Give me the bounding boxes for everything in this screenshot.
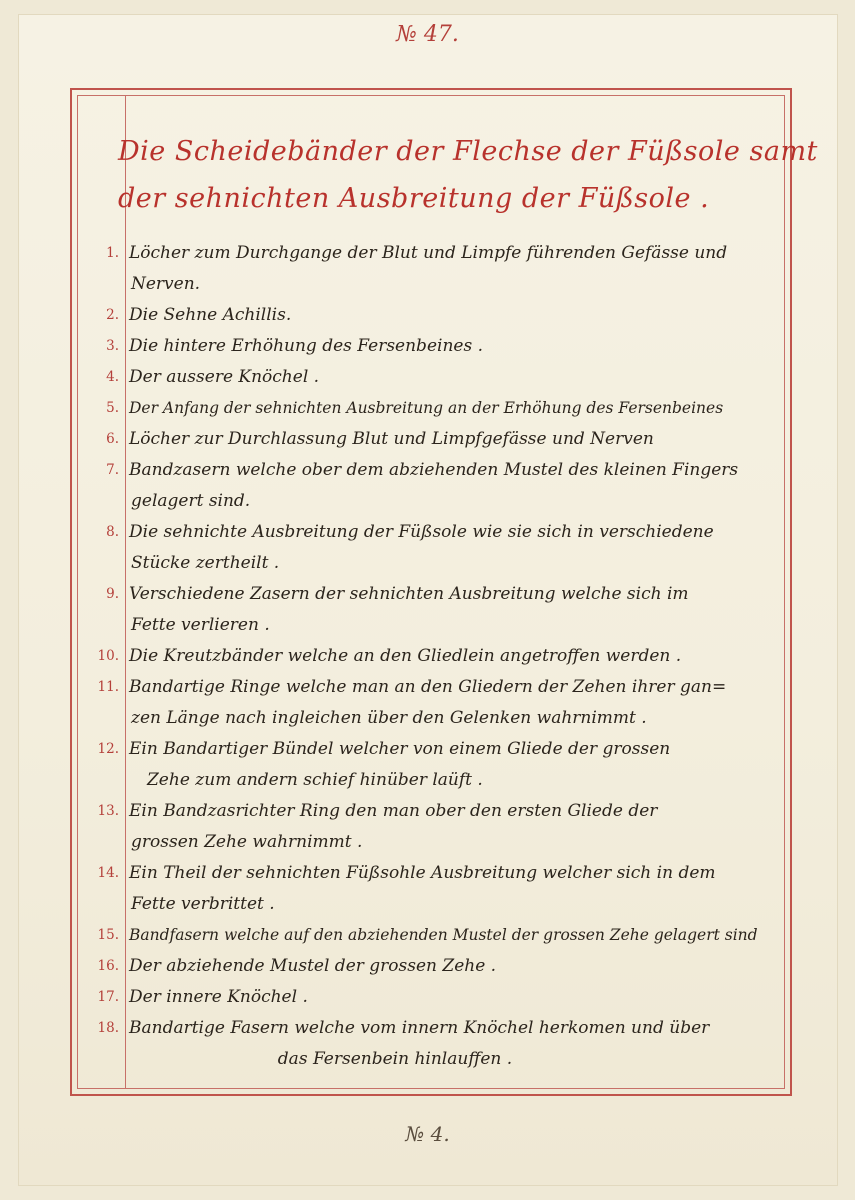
legend-entry	[77, 517, 785, 579]
legend-entry	[77, 951, 785, 982]
entry-text	[125, 672, 785, 734]
entry-number: 9.	[106, 586, 119, 602]
entry-number: 17.	[97, 989, 119, 1005]
page-title	[118, 128, 818, 222]
legend-entry	[77, 579, 785, 641]
page-number-top: № 47.	[396, 22, 459, 47]
entry-number: 10.	[97, 648, 119, 664]
entry-text	[125, 455, 785, 517]
legend-entry	[77, 238, 785, 300]
entry-number: 16.	[97, 958, 119, 974]
entry-line: Der abziehende Mustel der grossen Zehe .	[129, 956, 497, 976]
legend-entry	[77, 331, 785, 362]
entry-line: Löcher zum Durchgange der Blut und Limpfe führenden Gefässe und	[129, 243, 728, 263]
entry-line: Ein Theil der sehnichten Füßsohle Ausbreitung welcher sich in dem	[129, 863, 716, 883]
entry-line: Verschiedene Zasern der sehnichten Ausbreitung welche sich im	[129, 584, 689, 604]
entry-text	[125, 1013, 785, 1075]
legend-entry	[77, 455, 785, 517]
legend-entry	[77, 300, 785, 331]
entry-text	[125, 734, 785, 796]
entry-number: 14.	[97, 865, 119, 881]
entry-number: 3.	[106, 338, 119, 354]
entry-line: grossen Zehe wahrnimmt .	[131, 832, 363, 852]
entry-text	[125, 331, 785, 362]
page-number-bottom: № 4.	[405, 1122, 450, 1146]
entry-text	[125, 951, 785, 982]
entry-number: 1.	[106, 245, 119, 261]
title-line-2: der sehnichten Ausbreitung der Füßsole .	[118, 183, 710, 214]
legend-list	[77, 238, 785, 1075]
entry-line: Der Anfang der sehnichten Ausbreitung an der Erhöhung des Fersenbeines	[129, 399, 724, 417]
legend-entry	[77, 424, 785, 455]
entry-line: Der innere Knöchel .	[129, 987, 308, 1007]
entry-text	[125, 362, 785, 393]
entry-text	[125, 796, 785, 858]
entry-line: Der aussere Knöchel .	[129, 367, 320, 387]
entry-line: Ein Bandartiger Bündel welcher von einem Gliede der grossen	[129, 739, 671, 759]
entry-line: Nerven.	[131, 274, 201, 294]
entry-line: Stücke zertheilt .	[131, 553, 280, 573]
entry-text	[125, 300, 785, 331]
entry-number: 13.	[97, 803, 119, 819]
legend-entry	[77, 641, 785, 672]
entry-line: zen Länge nach ingleichen über den Gelenken wahrnimmt .	[131, 708, 647, 728]
entry-line: Die Kreutzbänder welche an den Gliedlein angetroffen werden .	[129, 646, 682, 666]
entry-text	[125, 920, 785, 951]
entry-number: 11.	[97, 679, 119, 695]
legend-entry	[77, 734, 785, 796]
entry-line: Bandfasern welche auf den abziehenden Mustel der grossen Zehe gelagert sind	[129, 926, 758, 944]
legend-entry	[77, 858, 785, 920]
entry-text	[125, 424, 785, 455]
legend-entry	[77, 393, 785, 424]
entry-number: 12.	[97, 741, 119, 757]
title-line-1: Die Scheidebänder der Flechse der Füßsole samt	[118, 136, 818, 167]
entry-number: 15.	[97, 927, 119, 943]
entry-line: Bandartige Fasern welche vom innern Knöchel herkomen und über	[129, 1018, 710, 1038]
entry-number: 4.	[106, 369, 119, 385]
entry-number: 8.	[106, 524, 119, 540]
entry-line: Löcher zur Durchlassung Blut und Limpfgefässe und Nerven	[129, 429, 654, 449]
entry-number: 7.	[106, 462, 119, 478]
entry-number: 5.	[106, 400, 119, 416]
entry-line: das Fersenbein hinlauffen .	[277, 1049, 513, 1069]
entry-line: Ein Bandzasrichter Ring den man ober den ersten Gliede der	[129, 801, 658, 821]
legend-entry	[77, 796, 785, 858]
legend-entry	[77, 362, 785, 393]
entry-line: Bandzasern welche ober dem abziehenden Mustel des kleinen Fingers	[129, 460, 739, 480]
entry-text	[125, 393, 785, 424]
entry-line: Die Sehne Achillis.	[129, 305, 292, 325]
legend-entry	[77, 982, 785, 1013]
entry-text	[125, 517, 785, 579]
legend-entry	[77, 672, 785, 734]
entry-line: gelagert sind.	[131, 491, 251, 511]
entry-line: Bandartige Ringe welche man an den Gliedern der Zehen ihrer gan=	[129, 677, 727, 697]
entry-line: Fette verlieren .	[131, 615, 270, 635]
legend-entry	[77, 920, 785, 951]
entry-text	[125, 641, 785, 672]
entry-text	[125, 858, 785, 920]
entry-text	[125, 238, 785, 300]
entry-number: 18.	[97, 1020, 119, 1036]
entry-text	[125, 579, 785, 641]
entry-line: Fette verbrittet .	[131, 894, 275, 914]
entry-line: Die hintere Erhöhung des Fersenbeines .	[129, 336, 483, 356]
entry-number: 2.	[106, 307, 119, 323]
entry-line: Die sehnichte Ausbreitung der Füßsole wie sie sich in verschiedene	[129, 522, 714, 542]
entry-text	[125, 982, 785, 1013]
legend-entry	[77, 1013, 785, 1075]
entry-number: 6.	[106, 431, 119, 447]
entry-line: Zehe zum andern schief hinüber laüft .	[147, 770, 483, 790]
